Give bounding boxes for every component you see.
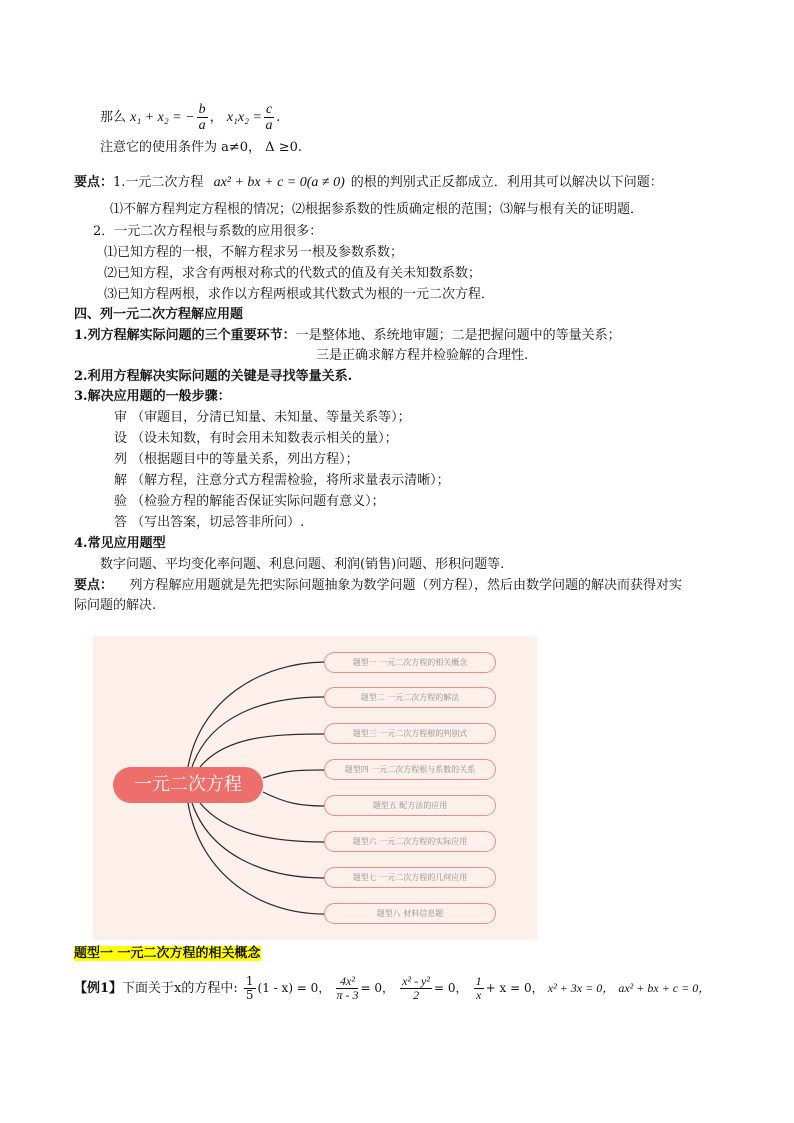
vieta-prod-lhs: x₁x₂ = [226,110,262,125]
section4-note-line2: 际问题的解决. [74,598,157,613]
vieta-prod-fraction [264,102,274,133]
eq1-denominator: 5 [245,988,254,1002]
eq3-numerator: x² - y² [402,974,430,988]
section4-p1-continuation: 三是正确求解方程并检验解的合理性. [316,348,529,363]
vieta-line [100,100,280,136]
section4-p4: 4.常见应用题型 [74,536,166,551]
vieta-prod-denominator: a [265,118,273,133]
eq2-denominator: π - 3 [336,988,359,1002]
mindmap-center: 一元二次方程 [113,767,263,803]
mindmap-branch-2: 题型二 一元二次方程的解法 [324,687,496,708]
vieta-comma: ， [209,110,223,125]
eq1-fraction [244,975,256,1002]
key-point-item2-sub-2: ⑵已知方程，求含有两根对称式的代数式的值及有关未知数系数； [104,266,482,281]
eq2-fraction [336,975,358,1002]
example1-line [74,968,710,1008]
eq4-denominator: x [475,988,482,1002]
eq6: ax² + bx + c = 0， [618,981,711,995]
vieta-sum-fraction [197,102,208,133]
section4-p1-label: 1.列方程解实际问题的三个重要环节： [74,328,296,343]
section4-note-line1: 列方程解应用题就是先把实际问题抽象为数学问题（列方程），然后由数学问题的解决而获得对实 [113,578,683,593]
step-jie: 解 （解方程，注意分式方程需检验，将所求量表示清晰）； [114,473,450,488]
eq2-numerator: 4x² [336,975,358,989]
mindmap-branch-8: 题型八 材料信息题 [324,903,496,924]
section4-p2: 2.利用方程解决实际问题的关键是寻找等量关系. [74,369,353,384]
mindmap-branch-7: 题型七 一元二次方程的几何应用 [324,867,496,888]
eq1-rest: (1 - x) = 0， [257,981,331,995]
eq2-rest: = 0， [360,981,394,995]
eq5: x² + 3x = 0， [547,981,615,995]
section4-p1 [74,328,621,344]
eq1-numerator: 1 [245,974,254,988]
mindmap-branch-5: 题型五 配方法的应用 [324,795,496,816]
vieta-sum-lhs: x₁ + x₂ = − [130,110,195,125]
quadratic-equation: ax² + bx + c = 0(a ≠ 0) [213,175,345,190]
key-point-item1-pre: 1.一元二次方程 [113,175,204,190]
vieta-sum-denominator: a [198,118,206,133]
example1-text: 下面关于x的方程中: [122,981,238,996]
vieta-prod-numerator: c [265,102,273,117]
topic1-heading [74,946,261,962]
topic1-heading-text: 题型一 一元二次方程的相关概念 [74,946,261,961]
vieta-end: . [276,110,281,125]
key-point-item2-sub-3: ⑶已知方程两根，求作以方程两根或其代数式为根的一元二次方程． [104,287,495,302]
eq4-numerator: 1 [475,974,482,988]
eq3-rest: = 0， [433,981,468,995]
condition-line: 注意它的使用条件为 a≠0， Δ ≥0. [100,140,302,155]
section4-p3: 3.解决应用题的一般步骤： [74,389,231,404]
key-point-item1-post: 的根的判别式正反都成立．利用其可以解决以下问题： [350,175,663,190]
mindmap-branch-6: 题型六 一元二次方程的实际应用 [324,831,496,852]
section4-p1-text: 一是整体地、系统地审题；二是把握问题中的等量关系； [295,328,621,343]
step-she: 设 （设未知数，有时会用未知数表示相关的量）； [114,431,398,446]
section4-p4-text: 数字问题、平均变化率问题、利息问题、利润(销售)问题、形积问题等. [100,557,505,572]
eq3-denominator: 2 [413,988,420,1002]
section4-note-label: 要点： [74,578,114,593]
vieta-sum-numerator: b [198,102,206,117]
section4-note [74,578,682,594]
step-yan: 验 （检验方程的解能否保证实际问题有意义）； [114,494,385,509]
key-point-item2: 2．一元二次方程根与系数的应用很多： [93,224,323,239]
key-point-item2-sub-1: ⑴已知方程的一根，不解方程求另一根及参数系数； [104,245,404,260]
step-shen: 审 （审题目，分清已知量、未知量、等量关系等）； [114,410,411,425]
mindmap-branch-1: 题型一 一元二次方程的相关概念 [324,652,496,673]
eq3-fraction [400,975,432,1002]
example1-label: 【例1】 [74,981,123,996]
section4-title: 四、列一元二次方程解应用题 [74,307,244,322]
key-point-item1-sub: ⑴不解方程判定方程根的情况；⑵根据参系数的性质确定根的范围；⑶解与根有关的证明题． [110,202,644,217]
step-lie: 列 （根据题目中的等量关系，列出方程）； [114,452,359,467]
mindmap-branch-4: 题型四 一元二次方程根与系数的关系 [324,759,496,780]
vieta-prefix: 那么 [100,110,127,125]
eq4-fraction [474,975,484,1002]
step-da: 答 （写出答案，切忌答非所问）. [114,515,305,530]
key-point-label: 要点： [74,175,114,190]
key-point-line [74,172,663,194]
eq4-rest: + x = 0， [485,981,544,995]
mindmap-branch-3: 题型三 一元二次方程根的判别式 [324,723,496,744]
